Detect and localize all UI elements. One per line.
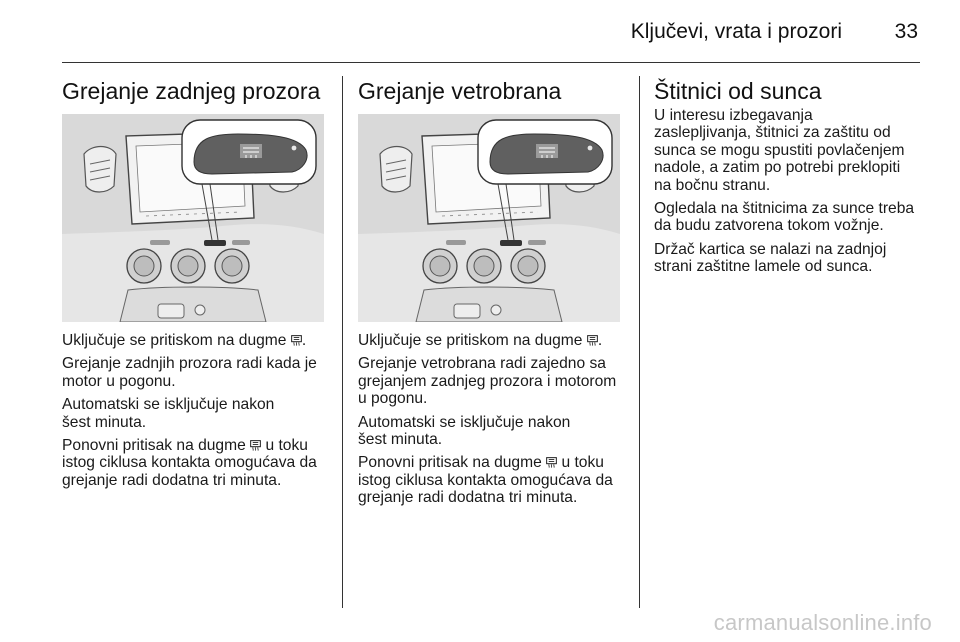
section-rear-window-heating	[62, 78, 328, 495]
column-divider	[639, 76, 640, 608]
paragraph: Ponovni pritisak na dugme u toku istog ciklusa kontakta omogućava da grejanje radi dodatna tri minuta.	[358, 454, 613, 507]
paragraph: U interesu izbegavanja zaslepljivanja, štitnici za zaštitu od sunca se mogu spustiti povlačenjem nadole, a zatim po potrebi preklopiti na bočnu stranu.	[654, 107, 905, 194]
windscreen-heater-icon	[587, 335, 598, 346]
paragraph: Ogledala na štitnicima za sunce treba da budu zatvorena tokom vožnje.	[654, 200, 915, 235]
section-heading: Grejanje vetrobrana	[358, 78, 562, 104]
column-divider	[342, 76, 343, 608]
section-sun-visors	[654, 78, 920, 282]
paragraph: Grejanje zadnjih prozora radi kada je motor u pogonu.	[62, 355, 317, 390]
paragraph: Ponovni pritisak na dugme u toku istog ciklusa kontakta omogućava da grejanje radi dodatna tri minuta.	[62, 437, 317, 489]
rear-window-heater-icon	[250, 440, 261, 451]
dashboard-illustration	[62, 114, 324, 322]
dashboard-illustration	[358, 114, 620, 322]
paragraph: Uključuje se pritiskom na dugme .	[62, 332, 307, 349]
section-body	[654, 107, 920, 276]
paragraph: Držač kartica se nalazi na zadnjoj strani zaštitne lamele od sunca.	[654, 240, 887, 276]
paragraph: Uključuje se pritiskom na dugme .	[358, 332, 603, 349]
section-heading: Grejanje zadnjeg prozora	[62, 78, 321, 104]
section-body	[358, 332, 624, 507]
section-heading: Štitnici od sunca	[654, 78, 822, 104]
section-body	[62, 332, 328, 489]
windscreen-heater-icon	[546, 457, 557, 468]
paragraph: Automatski se isključuje nakon šest minuta.	[358, 413, 571, 449]
section-windscreen-heating	[358, 78, 624, 513]
rear-window-heater-icon	[291, 335, 302, 346]
page-number: 33	[894, 20, 918, 43]
header-title: Ključevi, vrata i prozori	[630, 20, 842, 43]
page-header	[62, 18, 920, 63]
watermark: carmanualsonline.info	[713, 610, 932, 635]
paragraph: Automatski se isključuje nakon šest minuta.	[62, 396, 275, 431]
paragraph: Grejanje vetrobrana radi zajedno sa grejanjem zadnjeg prozora i motorom u pogonu.	[358, 355, 617, 408]
